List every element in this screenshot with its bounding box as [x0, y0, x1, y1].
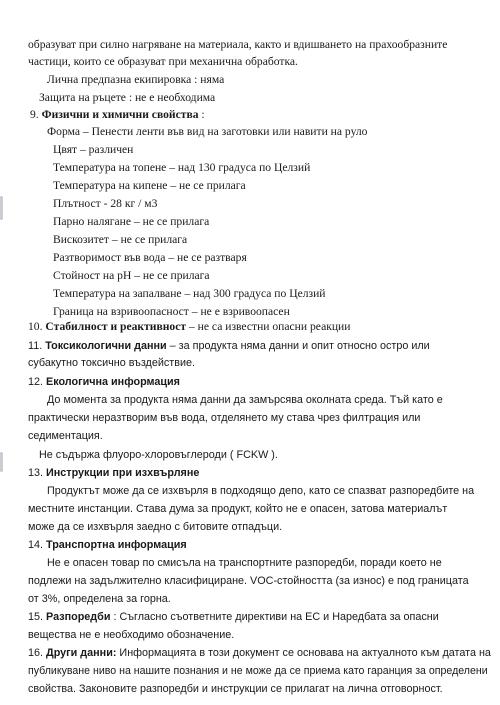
section-number: 12.: [28, 376, 44, 388]
section-title: Инструкции при изхвърляне: [46, 467, 200, 479]
ppe-line: Лична предпазна екипировка : няма: [47, 73, 225, 86]
section-number: 13.: [28, 467, 44, 479]
property-item: Цвят – различен: [53, 143, 134, 156]
text-line: Продуктът може да се изхвърля в подходящо депо, като се спазват разпоредбите на: [47, 485, 475, 497]
text-line: Не е опасен товар по смисъла на транспортните разпоредби, поради което не: [47, 557, 442, 569]
section-heading-tail: :: [198, 108, 205, 121]
section-12-heading: [28, 375, 180, 389]
property-item: Температура на запалване – над 300 градуса по Целзий: [53, 287, 326, 300]
text-line: може да се изхвърля заедно с битовите отпадъци.: [28, 521, 283, 533]
section-title: Екологична информация: [46, 376, 180, 388]
scan-margin-mark: [0, 196, 3, 220]
property-item: Температура на топене – над 130 градуса по Целзий: [53, 161, 311, 174]
property-item: Плътност - 28 кг / м3: [53, 197, 158, 210]
scan-margin-mark: [0, 452, 3, 472]
text-line: свойства. Законовите разпоредби и инструкции се прилагат на лична отговорност.: [28, 683, 443, 695]
text-line: публикуване ниво на нашите познания и не може да се приема като гаранция за определени: [28, 665, 488, 677]
section-title: Физични и химични свойства: [41, 108, 199, 121]
property-item: Граница на взривоопасност – не е взривоопасен: [53, 305, 290, 318]
text-line: седиментация.: [28, 430, 103, 442]
section-text: – не са известни опасни реакции: [186, 320, 351, 333]
hand-protection-line: Защита на ръцете : не е необходима: [39, 91, 216, 104]
property-item: Вискозитет – не се прилага: [53, 233, 188, 246]
section-number: 11.: [28, 340, 43, 352]
section-number: 15.: [28, 611, 44, 623]
text-line: субакутно токсично въздействие.: [28, 357, 195, 369]
text-line: частици, които се образуват при механична обработка.: [28, 55, 298, 68]
section-title: Транспортна информация: [46, 539, 187, 551]
section-13-heading: [28, 466, 199, 480]
text-line: Не съдържа флуоро-хлоровъглероди ( FCKW ).: [39, 449, 278, 461]
section-16-heading: [28, 646, 491, 660]
text-line: практически неразтворим във вода, отделянето му става чрез филтрация или: [28, 412, 421, 424]
property-item: Стойност на рН – не се прилага: [53, 269, 210, 282]
section-title: Токсикологични данни: [45, 340, 167, 352]
property-item: Форма – Пенести ленти във вид на заготовки или навити на руло: [47, 125, 368, 138]
section-title: Разпоредби: [46, 611, 111, 623]
section-number: 10.: [28, 320, 43, 333]
section-number: 16.: [28, 647, 44, 659]
section-9-heading: [30, 108, 205, 122]
text-line: местните инстанции. Става дума за продукт, който не е опасен, затова материалът: [28, 503, 448, 515]
section-text: : Съгласно съответните директиви на ЕС и Наредбата за опасни: [110, 611, 439, 623]
text-line: До момента за продукта няма данни да замърсява околната среда. Тъй като е: [47, 394, 443, 406]
section-text: – за продукта няма данни и опит относно остро или: [166, 340, 430, 352]
text-line: образуват при силно нагряване на материала, както и вдишването на прахообразните: [28, 38, 448, 51]
section-text: Информацията в този документ се основава на актуалното към датата на: [116, 647, 491, 659]
section-title: Други данни:: [46, 647, 117, 659]
text-line: от 3%, определена за горна.: [28, 593, 171, 605]
section-14-heading: [28, 538, 187, 552]
section-10-heading: [28, 320, 350, 334]
property-item: Разтворимост във вода – не се разтваря: [53, 251, 247, 264]
text-line: подлежи на задължително класифициране. VOC-стойността (за износ) е под границата: [28, 575, 469, 587]
section-number: 14.: [28, 539, 44, 551]
section-11-heading: [28, 339, 430, 353]
property-item: Температура на кипене – не се прилага: [53, 179, 246, 192]
property-item: Парно налягане – не се прилага: [53, 215, 210, 228]
section-number: 9.: [30, 108, 39, 121]
section-title: Стабилност и реактивност: [45, 320, 187, 333]
text-line: вещества не е необходимо обозначение.: [28, 629, 235, 641]
section-15-heading: [28, 610, 439, 624]
